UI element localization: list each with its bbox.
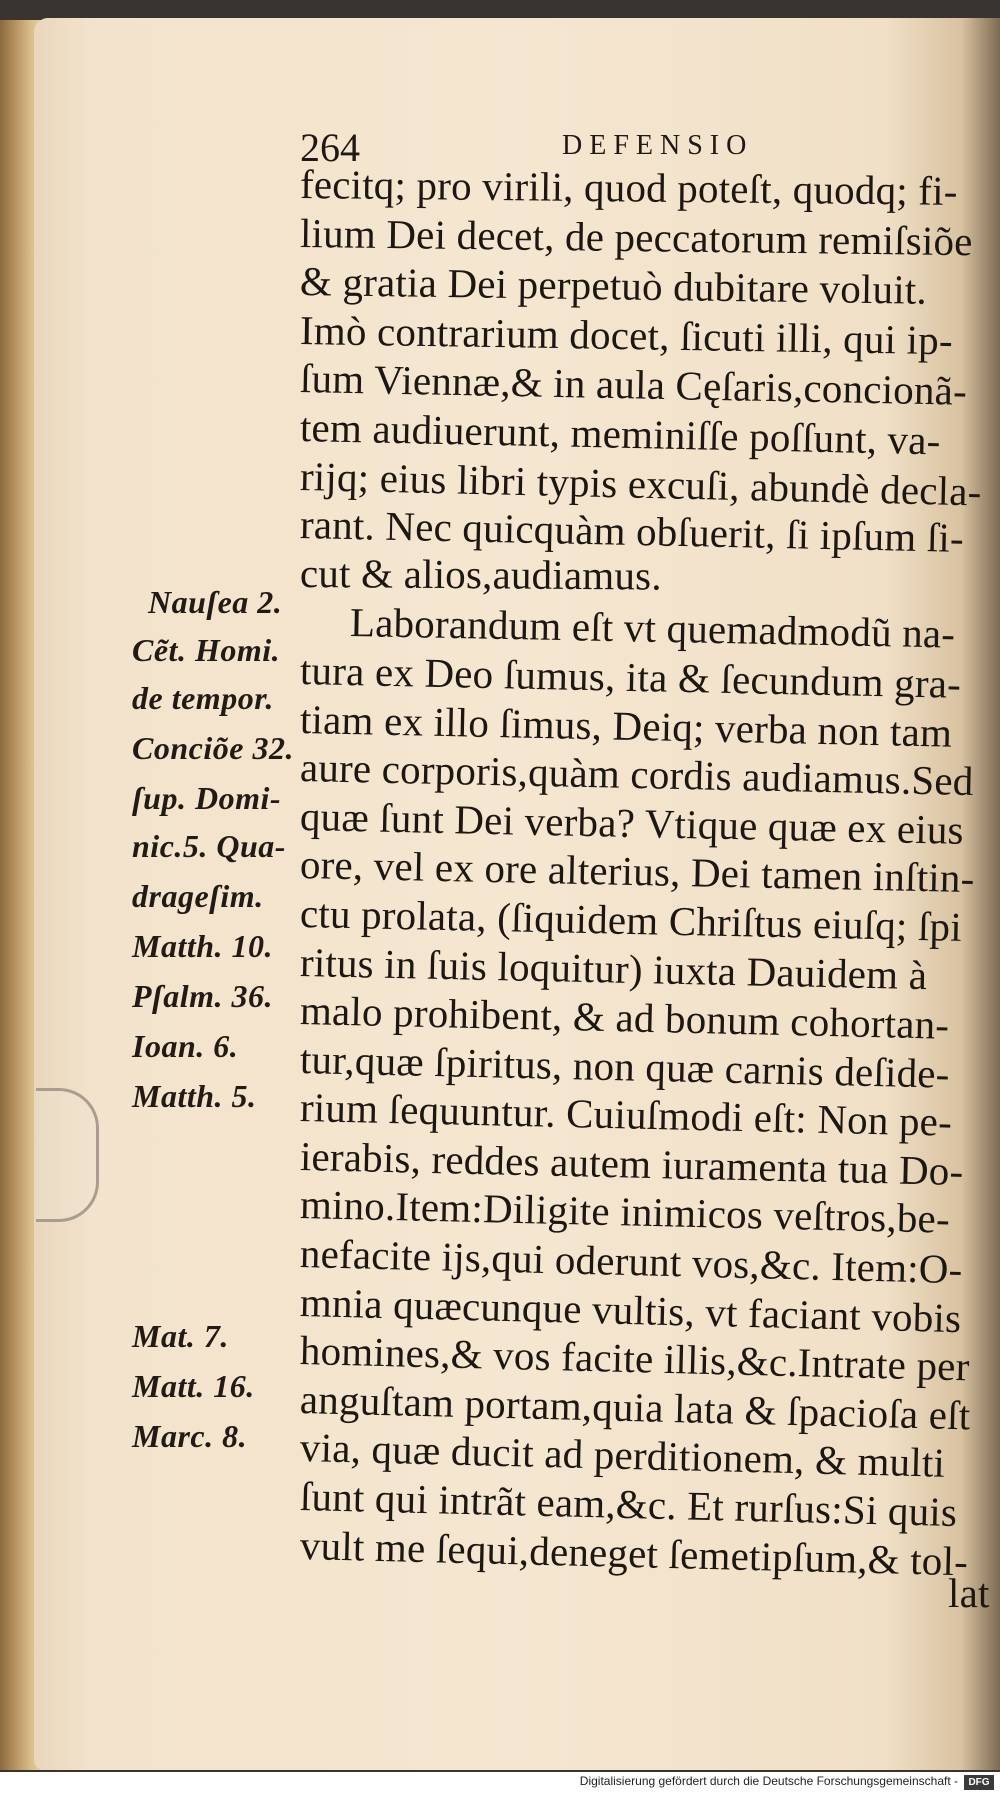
text-line: mino.Item:Diligite inimicos veſtros,be-	[299, 1181, 951, 1243]
running-head	[300, 124, 780, 170]
text-line: ore, vel ex ore alterius, Dei tamen inſtin-	[299, 841, 975, 902]
page-clip	[36, 1088, 99, 1222]
text-line: ierabis, reddes autem iuramenta tua Do-	[299, 1132, 964, 1194]
funding-credit: Digitalisierung gefördert durch die Deutsche Forschungsgemeinschaft -	[579, 1774, 958, 1788]
margin-note: Mat. 7.	[132, 1318, 229, 1354]
margin-note: drageſim.	[132, 878, 264, 914]
text-line: vult me ſequi,deneget ſemetipſum,& tol-	[299, 1521, 969, 1584]
text-line: lium Dei decet, de peccatorum remiſsiõe	[299, 209, 973, 264]
text-line: nefacite ijs,qui oderunt vos,&c. Item:O-	[299, 1230, 964, 1293]
margin-note: Matth. 5.	[132, 1078, 257, 1114]
page-number: 264	[300, 125, 360, 170]
text-line: tur,quæ ſpiritus, non quæ carnis deſide-	[299, 1035, 951, 1097]
margin-note: nic.5. Qua-	[132, 828, 286, 864]
margin-note: Conciõe 32.	[132, 730, 294, 766]
text-line: mnia quæcunque vultis, vt faciant vobis	[299, 1278, 962, 1341]
body-text	[300, 160, 1000, 1618]
text-line: malo prohibent, & ad bonum cohortan-	[299, 987, 950, 1048]
text-line: Laborandum eſt vt quemadmodũ na-	[349, 599, 956, 657]
margin-note: Cẽt. Homi.	[132, 632, 281, 668]
margin-note: Pſalm. 36.	[132, 978, 273, 1014]
page-header-title: DEFENSIO	[562, 130, 754, 161]
margin-note: de tempor.	[132, 680, 274, 716]
digitization-footer	[0, 1772, 1000, 1794]
text-line: rium ſequuntur. Cuiuſmodi eſt: Non pe-	[299, 1084, 953, 1146]
text-line: Imò contrarium docet, ſicuti illi, qui ip-	[299, 306, 954, 364]
text-line: tem audiuerunt, meminiſſe poſſunt, va-	[299, 403, 942, 464]
text-line: ſum Viennæ,& in aula Cęſaris,concionã-	[299, 355, 968, 415]
margin-note: Matth. 10.	[132, 928, 274, 964]
text-line: anguſtam portam,quia lata & ſpacioſa eſt	[299, 1375, 971, 1439]
margin-note: Ioan. 6.	[132, 1028, 239, 1064]
text-line: aure corporis,quàm cordis audiamus.Sed	[299, 744, 975, 805]
text-line: fecitq; pro virili, quod poteſt, quodq; fi-	[299, 161, 958, 214]
text-line: rijq; eius libri typis excuſi, abundè decla-	[299, 452, 983, 515]
text-line: quæ ſunt Dei verba? Vtique quæ ex eius	[299, 792, 965, 853]
margin-note: Marc. 8.	[132, 1418, 248, 1454]
margin-note: Nauſea 2.	[148, 584, 283, 620]
text-line: & gratia Dei perpetuò dubitare voluit.	[299, 258, 928, 313]
margin-note: ſup. Domi-	[132, 780, 281, 816]
text-line: rant. Nec quicquàm obſuerit, ſi ipſum ſi-	[299, 501, 965, 562]
text-line: lat	[948, 1570, 990, 1617]
text-line: ritus in ſuis loquitur) iuxta Dauidem à	[299, 938, 928, 998]
text-line: cut & alios,audiamus.	[299, 549, 662, 599]
text-line: tura ex Deo ſumus, ita & ſecundum gra-	[299, 646, 962, 707]
text-line: homines,& vos facite illis,&c.Intrate per	[299, 1327, 971, 1390]
margin-note: Matt. 16.	[132, 1368, 255, 1404]
text-line: ſunt qui intrãt eam,&c. Et rurſus:Si quis	[299, 1473, 958, 1536]
dfg-logo: DFG	[964, 1775, 994, 1790]
text-line: ctu prolata, (ſiquidem Chriſtus eiuſq; ſpi	[299, 889, 963, 950]
text-line: via, quæ ducit ad perditionem, & multi	[299, 1424, 946, 1487]
text-line: tiam ex illo ſimus, Deiq; verba non tam	[299, 695, 953, 756]
